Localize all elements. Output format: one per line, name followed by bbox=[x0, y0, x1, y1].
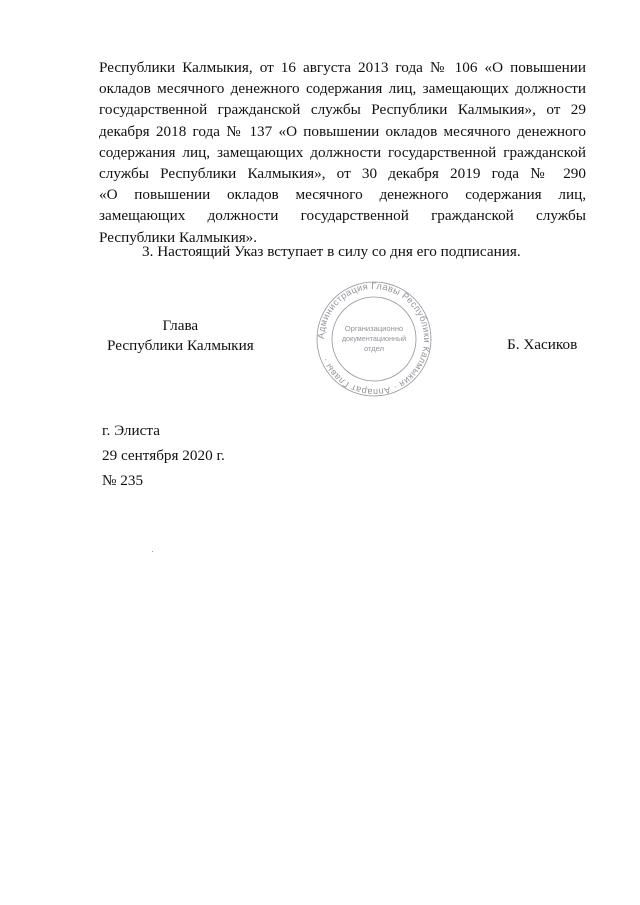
stamp-center-line3: отдел bbox=[363, 344, 385, 353]
body-line: содержания лиц, замещающих должности государственной гражданской bbox=[99, 143, 586, 161]
decree-number: № 235 bbox=[102, 472, 144, 489]
body-line: «О повышении окладов месячного денежного содержания лиц, bbox=[99, 186, 586, 204]
stamp-ring-text: Администрация Главы Республики Калмыкия · Аппарат Главы · bbox=[315, 280, 433, 398]
body-line: окладов месячного денежного содержания лиц, замещающих должности bbox=[99, 80, 586, 98]
date-line: 29 сентября 2020 г. bbox=[102, 447, 225, 464]
signatory-title-line1: Глава bbox=[162, 317, 199, 334]
signatory-title-line2: Республики Калмыкия bbox=[107, 337, 254, 354]
scan-speck bbox=[152, 551, 153, 552]
official-stamp bbox=[314, 279, 434, 399]
body-line: замещающих должности государственной гражданской службы bbox=[99, 207, 586, 225]
clause-3: 3. Настоящий Указ вступает в силу со дня его подписания. bbox=[142, 243, 521, 260]
signatory-title bbox=[107, 316, 254, 356]
city-line: г. Элиста bbox=[102, 422, 160, 439]
body-line: декабря 2018 года № 137 «О повышении окладов месячного денежного bbox=[99, 122, 586, 140]
signatory-name: Б. Хасиков bbox=[507, 336, 578, 353]
body-paragraph bbox=[99, 57, 586, 248]
body-line: Республики Калмыкия, от 16 августа 2013 года № 106 «О повышении bbox=[99, 59, 586, 76]
body-line: Республики Калмыкия». bbox=[99, 228, 258, 246]
body-line: государственной гражданской службы Республики Калмыкия», от 29 bbox=[99, 101, 586, 119]
body-line: службы Республики Калмыкия», от 30 декабря 2019 года № 290 bbox=[99, 165, 586, 183]
stamp-center-line1: Организационно bbox=[344, 324, 404, 333]
stamp-center-line2: документационный bbox=[341, 334, 407, 343]
